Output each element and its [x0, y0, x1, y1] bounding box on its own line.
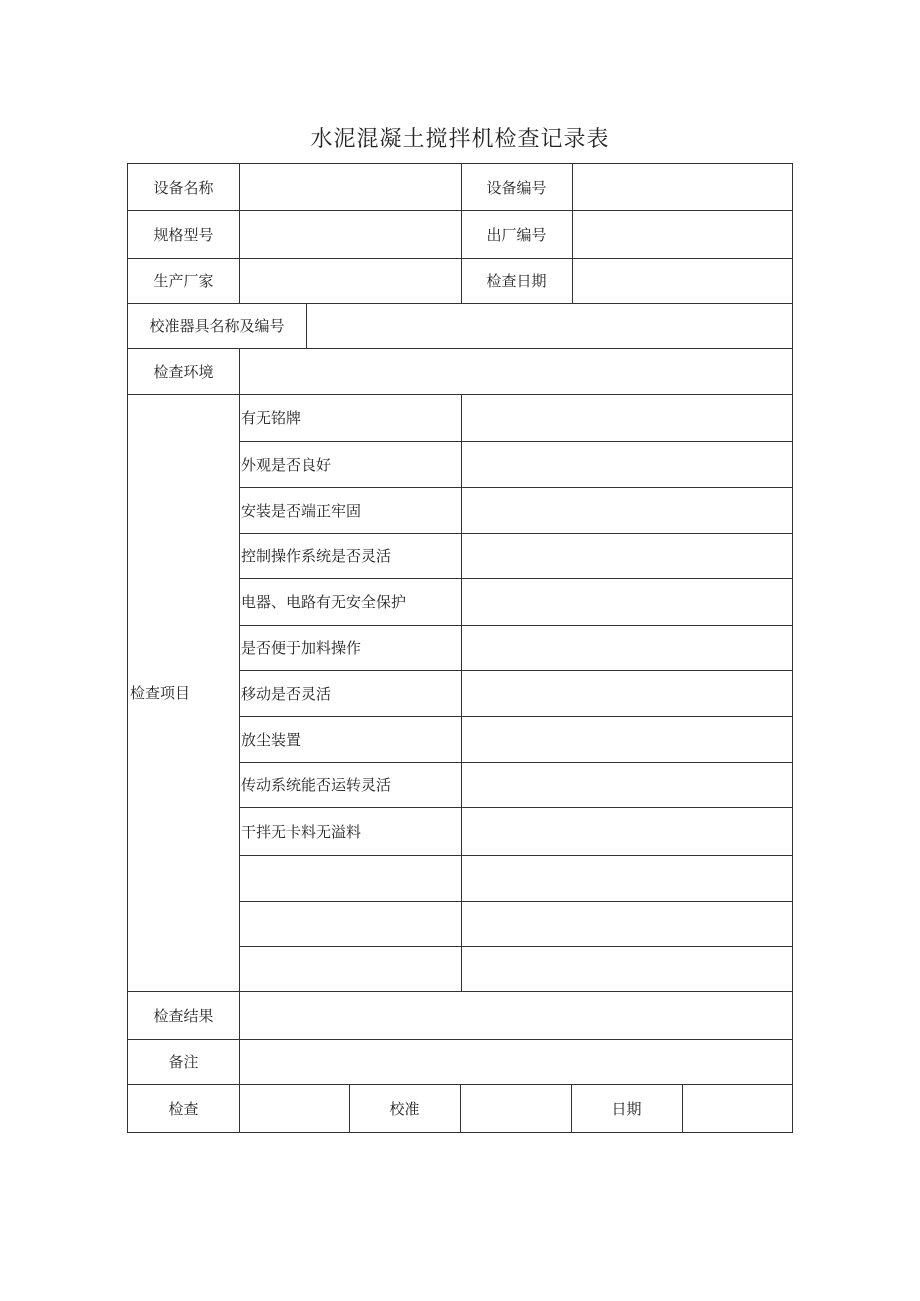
item-label: [239, 855, 461, 901]
spec-model-field[interactable]: [239, 210, 461, 258]
calibrate-label: 校准: [389, 1099, 420, 1118]
grid-line: [239, 807, 793, 808]
inspect-signature-field[interactable]: [239, 1084, 349, 1132]
grid-line: [128, 991, 793, 992]
device-name-field[interactable]: [239, 164, 461, 210]
grid-line: [239, 487, 793, 488]
grid-line: [239, 578, 793, 579]
grid-line: [239, 762, 793, 763]
grid-line: [239, 670, 793, 671]
grid-line: [239, 533, 793, 534]
item-result-field[interactable]: [461, 394, 793, 441]
result-field[interactable]: [239, 991, 793, 1039]
inspection-form: [127, 163, 793, 1133]
grid-line: [239, 348, 240, 1084]
check-date-label: 检查日期: [486, 272, 547, 290]
grid-line: [682, 1084, 683, 1132]
item-result-field[interactable]: [461, 855, 793, 901]
grid-line: [239, 441, 793, 442]
item-label: 传动系统能否运转灵活: [241, 776, 392, 794]
grid-line: [128, 1039, 793, 1040]
manufacturer-field[interactable]: [239, 258, 461, 303]
check-date-field[interactable]: [572, 258, 793, 303]
device-no-field[interactable]: [572, 164, 793, 210]
grid-line: [461, 164, 462, 303]
grid-line: [461, 394, 462, 991]
grid-line: [306, 303, 307, 348]
grid-line: [572, 164, 573, 303]
item-label: 电器、电路有无安全保护: [241, 593, 407, 611]
calibrate-signature-field[interactable]: [460, 1084, 571, 1132]
item-result-field[interactable]: [461, 578, 793, 625]
environment-label: 检查环境: [153, 362, 214, 381]
item-label: 是否便于加料操作: [241, 639, 362, 657]
item-result-field[interactable]: [461, 625, 793, 670]
grid-line: [239, 901, 793, 902]
result-label: 检查结果: [153, 1006, 214, 1025]
remark-field[interactable]: [239, 1039, 793, 1084]
grid-line: [239, 625, 793, 626]
item-result-field[interactable]: [461, 901, 793, 946]
factory-no-field[interactable]: [572, 210, 793, 258]
calib-tool-label: 校准器具名称及编号: [149, 317, 285, 335]
item-label: [239, 901, 461, 946]
date-label: 日期: [611, 1099, 642, 1118]
form-title: 水泥混凝土搅拌机检查记录表: [310, 127, 610, 152]
item-result-field[interactable]: [461, 533, 793, 578]
item-label: 移动是否灵活: [241, 684, 332, 703]
inspect-label: 检查: [168, 1099, 199, 1118]
item-label: 控制操作系统是否灵活: [241, 547, 392, 565]
grid-line: [128, 348, 793, 349]
item-result-field[interactable]: [461, 670, 793, 716]
date-field[interactable]: [682, 1084, 793, 1132]
grid-line: [349, 1084, 350, 1132]
grid-line: [571, 1084, 572, 1132]
grid-line: [460, 1084, 461, 1132]
item-label: 有无铭牌: [241, 409, 302, 427]
item-result-field[interactable]: [461, 487, 793, 533]
device-no-label: 设备编号: [486, 178, 547, 197]
spec-model-label: 规格型号: [153, 225, 214, 244]
grid-line: [239, 716, 793, 717]
item-label: 干拌无卡料无溢料: [241, 822, 362, 841]
grid-line: [239, 1084, 240, 1132]
calib-tool-field[interactable]: [306, 303, 793, 348]
grid-line: [128, 303, 793, 304]
item-result-field[interactable]: [461, 946, 793, 991]
item-result-field[interactable]: [461, 716, 793, 762]
environment-field[interactable]: [239, 348, 793, 394]
item-label: 外观是否良好: [241, 455, 332, 474]
grid-line: [239, 946, 793, 947]
remark-label: 备注: [168, 1053, 199, 1071]
item-label: 安装是否端正牢固: [241, 501, 362, 520]
item-label: [239, 946, 461, 991]
item-label: 放尘装置: [241, 730, 302, 749]
item-result-field[interactable]: [461, 807, 793, 855]
grid-line: [239, 855, 793, 856]
manufacturer-label: 生产厂家: [153, 272, 214, 290]
items-label: 检查项目: [130, 684, 191, 702]
device-name-label: 设备名称: [153, 178, 214, 197]
grid-line: [239, 164, 240, 303]
item-result-field[interactable]: [461, 441, 793, 487]
factory-no-label: 出厂编号: [486, 225, 547, 244]
item-result-field[interactable]: [461, 762, 793, 807]
